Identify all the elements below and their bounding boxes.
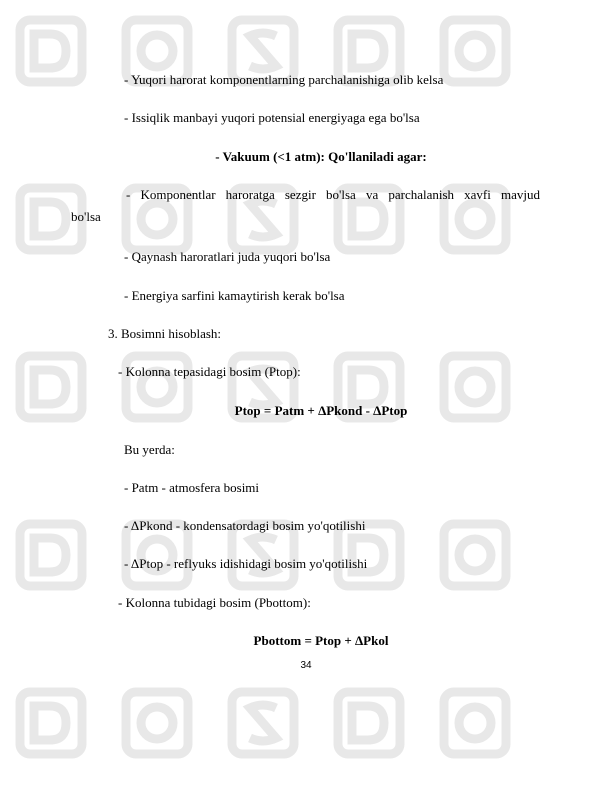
bottom-pressure-label: - Kolonna tubidagi bosim (Pbottom):: [118, 595, 311, 610]
vacuum-heading: - Vakuum (<1 atm): Qo'llaniladi agar:: [215, 149, 427, 164]
bullet-sensitive-components: - Komponentlar haroratga sezgir bo'lsa va parchalanish xavfi mavjud: [126, 187, 540, 202]
definition-patm: - Patm - atmosfera bosimi: [124, 480, 260, 495]
bullet-energy-saving: - Energiya sarfini kamaytirish kerak bo'lsa: [124, 288, 345, 303]
formula-ptop: Ptop = Patm + ΔPkond - ΔPtop: [234, 403, 408, 418]
page-number: 34: [300, 660, 312, 671]
section-heading-pressure-calculation: 3. Bosimni hisoblash:: [108, 326, 222, 341]
definition-dptop: - ΔPtop - reflyuks idishidagi bosim yo'qotilishi: [124, 556, 368, 571]
bullet-high-temperature: - Yuqori harorat komponentlarning parchalanishiga olib kelsa: [124, 72, 444, 87]
formula-pbottom: Pbottom = Ptop + ΔPkol: [253, 633, 389, 648]
top-pressure-label: - Kolonna tepasidagi bosim (Ptop):: [118, 364, 301, 379]
bullet-boiling-points: - Qaynash haroratlari juda yuqori bo'lsa: [124, 249, 331, 264]
bullet-sensitive-components-continued: bo'lsa: [71, 209, 101, 224]
where-label: Bu yerda:: [124, 442, 175, 457]
bullet-heat-source: - Issiqlik manbayi yuqori potensial energiyaga ega bo'lsa: [124, 110, 420, 125]
definition-dpkond: - ΔPkond - kondensatordagi bosim yo'qotilishi: [124, 518, 366, 533]
